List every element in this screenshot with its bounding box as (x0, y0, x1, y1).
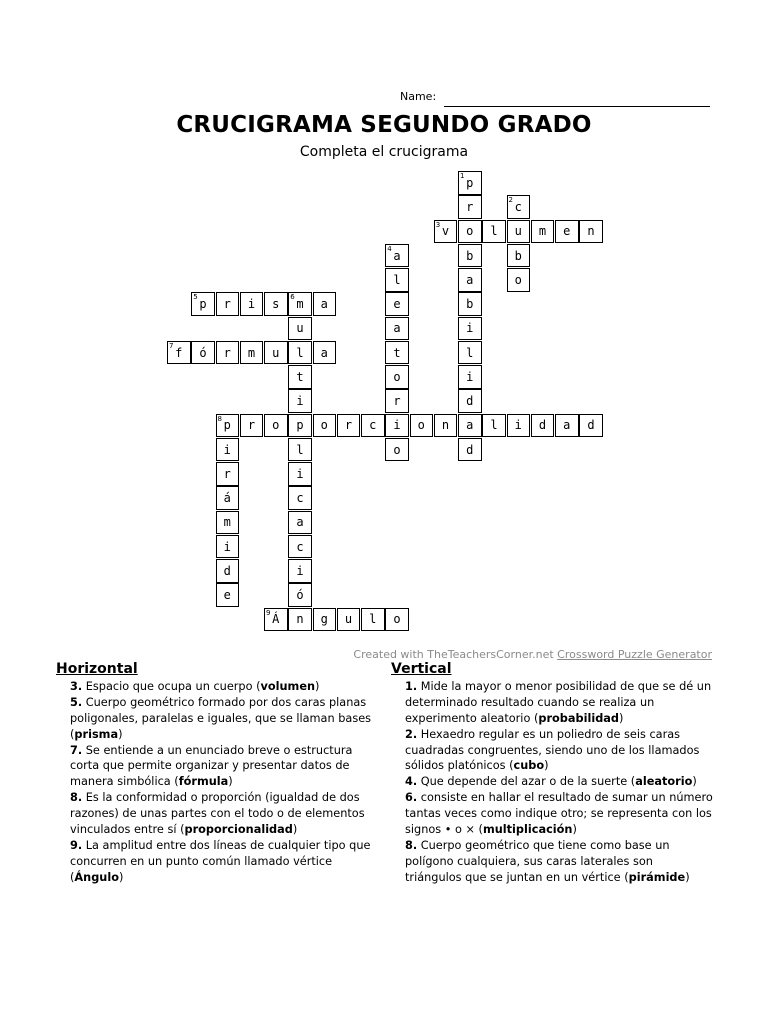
grid-cell[interactable] (240, 414, 264, 438)
grid-cell[interactable] (385, 317, 409, 341)
cell-letter: s (272, 297, 280, 312)
grid-cell[interactable] (313, 414, 337, 438)
cell-letter: d (466, 394, 474, 409)
clue-number: 5 (193, 293, 198, 302)
clue-end: ) (619, 711, 624, 725)
grid-cell[interactable] (434, 220, 458, 244)
cell-letter: l (490, 418, 498, 433)
cell-letter: a (320, 345, 328, 360)
cell-letter: Á (272, 612, 280, 627)
grid-cell[interactable] (458, 414, 482, 438)
clue-number: 2. (405, 727, 418, 741)
cell-letter: i (514, 418, 522, 433)
grid-cell[interactable] (458, 195, 482, 219)
clue-number: 9. (70, 838, 83, 852)
cell-letter: l (393, 272, 401, 287)
clue-text: Mide la mayor o menor posibilidad de que se dé un determinado resultado cuando se realiza un experimento aleatorio ( (405, 679, 712, 725)
cell-letter: g (320, 612, 328, 627)
clue-item (391, 774, 713, 790)
cell-letter: e (393, 297, 401, 312)
clue-text: Es la conformidad o proporción (igualdad de dos razones) de unas partes con el todo o de elementos vinculados entre sí ( (70, 791, 365, 837)
cell-letter: i (466, 369, 474, 384)
grid-cell[interactable] (507, 220, 531, 244)
grid-cell[interactable] (507, 244, 531, 268)
name-line[interactable] (444, 106, 710, 107)
page-subtitle: Completa el crucigrama (299, 144, 469, 160)
cell-letter: i (296, 563, 304, 578)
grid-cell[interactable] (288, 389, 312, 413)
grid-cell[interactable] (361, 608, 385, 632)
cell-letter: r (393, 394, 401, 409)
grid-cell[interactable] (337, 414, 361, 438)
cell-letter: i (296, 466, 304, 481)
cell-letter: a (393, 248, 401, 263)
cell-letter: a (563, 418, 571, 433)
clue-number: 5. (70, 695, 83, 709)
cell-letter: l (369, 612, 377, 627)
grid-cell[interactable] (385, 414, 409, 438)
grid-cell[interactable] (216, 583, 240, 607)
grid-cell[interactable] (385, 268, 409, 292)
cell-letter: p (296, 418, 304, 433)
grid-cell[interactable] (240, 341, 264, 365)
grid-cell[interactable] (216, 292, 240, 316)
grid-cell[interactable] (288, 414, 312, 438)
cell-letter: p (199, 297, 207, 312)
cell-letter: u (272, 345, 280, 360)
generator-link[interactable]: Crossword Puzzle Generator (557, 648, 712, 661)
cell-letter: f (175, 345, 183, 360)
clue-text: Se entiende a un enunciado breve o estructura corta que permite organizar y presentar datos de manera simbólica ( (70, 743, 353, 789)
clue-item (56, 838, 374, 886)
grid-cell[interactable] (458, 268, 482, 292)
clue-answer: prisma (74, 727, 119, 741)
cell-letter: c (296, 539, 304, 554)
cell-letter: v (441, 224, 450, 239)
grid-cell[interactable] (288, 462, 312, 486)
cell-letter: o (393, 442, 401, 457)
horizontal-heading: Horizontal (56, 661, 138, 677)
clue-answer: proporcionalidad (184, 823, 293, 837)
clue-number: 6. (405, 791, 418, 805)
cell-letter: p (466, 175, 474, 190)
clue-text: Que depende del azar o de la suerte ( (417, 775, 636, 789)
grid-cell[interactable] (579, 414, 603, 438)
cell-letter: m (538, 224, 547, 239)
cell-letter: r (223, 345, 231, 360)
clue-text: Cuerpo geométrico formado por dos caras planas poligonales, paralelas e iguales, que se llaman bases ( (70, 695, 372, 741)
clue-text: Cuerpo geométrico que tiene como base un polígono cualquiera, sus caras laterales son triángulos que se juntan en un vértice ( (405, 838, 670, 884)
grid-cell[interactable] (385, 244, 409, 268)
clue-end: ) (685, 870, 690, 884)
grid-cell[interactable] (288, 365, 312, 389)
grid-cell[interactable] (167, 341, 191, 365)
cell-letter: n (441, 418, 450, 433)
grid-cell[interactable] (385, 608, 409, 632)
cell-letter: p (223, 418, 231, 433)
cell-letter: r (223, 466, 231, 481)
grid-cell[interactable] (482, 220, 506, 244)
horizontal-clues (56, 662, 374, 886)
clue-number: 4. (405, 775, 418, 789)
cell-letter: o (417, 418, 425, 433)
grid-cell[interactable] (288, 292, 312, 316)
grid-cell[interactable] (458, 389, 482, 413)
clue-answer: multiplicación (482, 823, 573, 837)
grid-cell[interactable] (555, 414, 579, 438)
grid-cell[interactable] (288, 559, 312, 583)
clue-end: ) (118, 870, 124, 884)
cell-letter: r (466, 200, 474, 215)
grid-cell[interactable] (531, 414, 555, 438)
grid-cell[interactable] (216, 414, 240, 438)
cell-letter: n (587, 224, 595, 239)
clue-text: Hexaedro regular es un poliedro de seis caras cuadradas congruentes, siendo uno de los llamados sólidos platónicos ( (405, 727, 700, 773)
clue-end: ) (118, 727, 123, 741)
vertical-clue-list (391, 679, 713, 886)
cell-letter: b (466, 248, 474, 263)
grid-cell[interactable] (555, 220, 579, 244)
cell-letter: u (296, 321, 304, 336)
cell-letter: o (466, 224, 474, 239)
clue-item (391, 790, 713, 838)
clue-end: ) (228, 775, 233, 789)
cell-letter: i (223, 539, 231, 554)
cell-letter: a (296, 515, 304, 530)
grid-cell[interactable] (507, 414, 531, 438)
grid-cell[interactable] (458, 365, 482, 389)
cell-letter: t (296, 369, 304, 384)
grid-cell[interactable] (482, 414, 506, 438)
grid-cell[interactable] (240, 292, 264, 316)
cell-letter: m (223, 515, 231, 530)
grid-cell[interactable] (385, 341, 409, 365)
clue-number: 9 (266, 608, 271, 617)
grid-cell[interactable] (264, 608, 288, 632)
cell-letter: d (538, 418, 547, 433)
grid-cell[interactable] (264, 292, 288, 316)
clue-number: 7. (70, 743, 83, 757)
grid-cell[interactable] (191, 292, 215, 316)
clue-number: 7 (169, 341, 174, 350)
grid-cell[interactable] (288, 486, 312, 510)
vertical-clues (391, 662, 713, 886)
vertical-heading: Vertical (391, 661, 452, 677)
grid-cell[interactable] (410, 414, 434, 438)
cell-letter: o (393, 612, 401, 627)
grid-cell[interactable] (458, 292, 482, 316)
grid-cell[interactable] (288, 317, 312, 341)
grid-cell[interactable] (531, 220, 555, 244)
grid-cell[interactable] (313, 292, 337, 316)
grid-cell[interactable] (216, 486, 240, 510)
cell-letter: e (223, 588, 231, 603)
grid-cell[interactable] (458, 244, 482, 268)
clue-end: ) (692, 775, 697, 789)
cell-letter: d (587, 418, 595, 433)
clue-number: 6 (290, 293, 295, 302)
clue-answer: fórmula (178, 775, 229, 789)
grid-cell[interactable] (216, 535, 240, 559)
grid-cell[interactable] (288, 511, 312, 535)
cell-letter: l (296, 345, 304, 360)
clue-text: La amplitud entre dos líneas de cualquier tipo que concurren en un punto común llamado vértice ( (70, 838, 371, 884)
clue-end: ) (544, 759, 549, 773)
cell-letter: o (393, 369, 401, 384)
grid-cell[interactable] (458, 341, 482, 365)
grid-cell[interactable] (216, 341, 240, 365)
cell-letter: b (514, 248, 522, 263)
cell-letter: o (272, 418, 280, 433)
clue-end: ) (315, 679, 320, 693)
clue-answer: pirámide (628, 870, 686, 884)
cell-letter: o (320, 418, 328, 433)
cell-letter: c (369, 418, 377, 433)
clue-number: 3. (70, 679, 83, 693)
clue-number: 8. (70, 791, 83, 805)
grid-cell[interactable] (507, 195, 531, 219)
grid-cell[interactable] (264, 341, 288, 365)
clue-number: 1. (405, 679, 418, 693)
grid-cell[interactable] (313, 341, 337, 365)
cell-letter: i (247, 297, 256, 312)
clue-number: 3 (435, 220, 441, 229)
cell-letter: r (247, 418, 256, 433)
cell-letter: d (466, 442, 474, 457)
grid-cell[interactable] (288, 341, 312, 365)
grid-cell[interactable] (216, 511, 240, 535)
clue-item (391, 679, 713, 727)
cell-letter: l (296, 442, 304, 457)
cell-letter: a (466, 272, 474, 287)
credit-line (353, 648, 712, 661)
cell-letter: i (466, 321, 474, 336)
grid-cell[interactable] (264, 414, 288, 438)
cell-letter: a (393, 321, 401, 336)
clue-end: ) (572, 823, 577, 837)
cell-letter: r (344, 418, 353, 433)
clue-text: Espacio que ocupa un cuerpo ( (82, 679, 261, 693)
clue-item (56, 790, 374, 838)
grid-cell[interactable] (385, 389, 409, 413)
clue-answer: volumen (260, 679, 316, 693)
grid-cell[interactable] (458, 438, 482, 462)
credit-text: Created with TheTeachersCorner.net (353, 648, 554, 661)
grid-cell[interactable] (288, 438, 312, 462)
grid-cell[interactable] (337, 608, 361, 632)
cell-letter: u (344, 612, 353, 627)
clue-answer: aleatorio (635, 775, 693, 789)
grid-cell[interactable] (458, 220, 482, 244)
clue-item (391, 727, 713, 775)
cell-letter: ó (296, 588, 304, 603)
cell-letter: á (223, 491, 231, 506)
clue-item (56, 679, 374, 695)
clue-item (391, 838, 713, 886)
clue-answer: cubo (513, 759, 545, 773)
grid-cell[interactable] (361, 414, 385, 438)
cell-letter: c (514, 200, 522, 215)
cell-letter: b (466, 297, 474, 312)
clue-number: 8. (405, 838, 418, 852)
clue-number: 8 (217, 414, 222, 423)
cell-letter: m (247, 345, 256, 360)
grid-cell[interactable] (385, 292, 409, 316)
cell-letter: a (466, 418, 474, 433)
grid-cell[interactable] (579, 220, 603, 244)
cell-letter: ó (199, 345, 207, 360)
grid-cell[interactable] (458, 171, 482, 195)
cell-letter: i (223, 442, 231, 457)
cell-letter: c (296, 491, 304, 506)
grid-cell[interactable] (216, 559, 240, 583)
cell-letter: l (490, 224, 498, 239)
cell-letter: r (223, 297, 231, 312)
grid-cell[interactable] (216, 462, 240, 486)
grid-cell[interactable] (288, 608, 312, 632)
grid-cell[interactable] (288, 535, 312, 559)
clue-number: 4 (387, 244, 392, 253)
clue-end: ) (292, 823, 298, 837)
cell-letter: i (393, 418, 401, 433)
grid-cell[interactable] (313, 608, 337, 632)
cell-letter: m (296, 297, 304, 312)
clue-text: consiste en hallar el resultado de sumar un número tantas veces como indique otro; se representa con los signos • o × ( (405, 791, 713, 837)
clue-answer: Ángulo (74, 870, 119, 884)
cell-letter: i (296, 394, 304, 409)
name-label: Name: (400, 90, 437, 103)
clue-item (56, 743, 374, 791)
cell-letter: d (223, 563, 231, 578)
page-title: CRUCIGRAMA SEGUNDO GRADO (176, 112, 592, 138)
cell-letter: a (320, 297, 328, 312)
cell-letter: u (514, 224, 522, 239)
cell-letter: n (296, 612, 304, 627)
clue-item (56, 695, 374, 743)
grid-cell[interactable] (288, 583, 312, 607)
clue-number: 2 (508, 196, 513, 205)
clue-number: 1 (460, 172, 465, 180)
grid-cell[interactable] (458, 317, 482, 341)
clue-answer: probabilidad (538, 711, 619, 725)
horizontal-clue-list (56, 679, 374, 886)
grid-cell[interactable] (216, 438, 240, 462)
cell-letter: e (563, 224, 571, 239)
grid-cell[interactable] (385, 365, 409, 389)
grid-cell[interactable] (434, 414, 458, 438)
grid-cell[interactable] (191, 341, 215, 365)
grid-cell[interactable] (385, 438, 409, 462)
cell-letter: l (466, 345, 474, 360)
cell-letter: o (514, 272, 522, 287)
grid-cell[interactable] (507, 268, 531, 292)
cell-letter: t (393, 345, 401, 360)
